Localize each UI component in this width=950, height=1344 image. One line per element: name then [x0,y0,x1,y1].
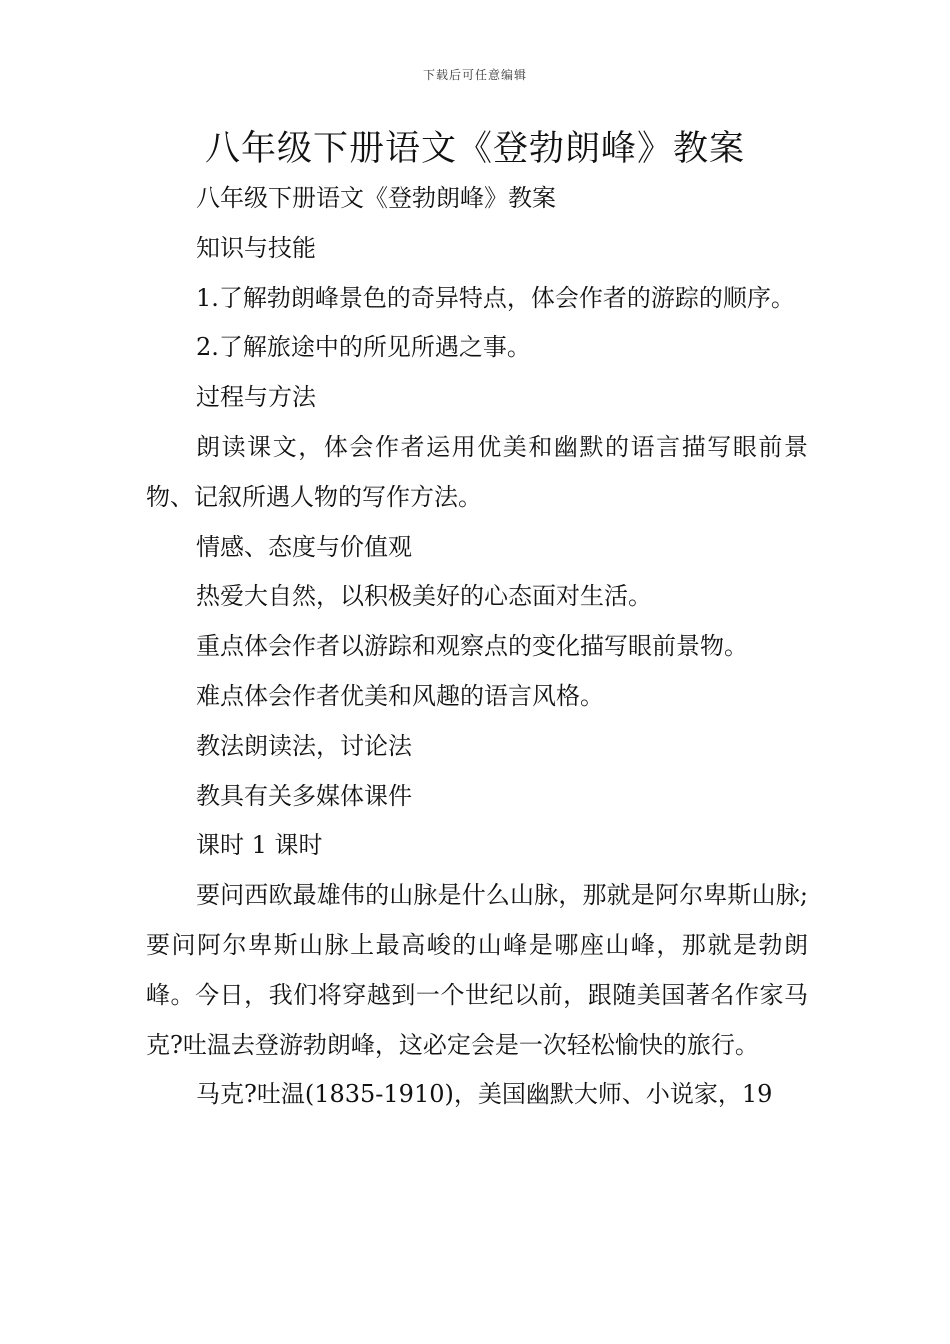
paragraph-emotion-text: 热爱大自然，以积极美好的心态面对生活。 [196,582,652,611]
paragraph-process-heading: 过程与方法 [196,383,316,412]
paragraph-class-hours: 课时 1 课时 [196,831,323,860]
paragraph-difficulty: 难点体会作者优美和风趣的语言风格。 [196,681,604,710]
paragraph-process-text: 朗读课文，体会作者运用优美和幽默的语言描写眼前景物、记叙所遇人物的写作方法。 [146,432,808,511]
paragraph-key-point: 重点体会作者以游踪和观察点的变化描写眼前景物。 [196,632,748,661]
paragraph-introduction: 要问西欧最雄伟的山脉是什么山脉，那就是阿尔卑斯山脉;要问阿尔卑斯山脉上最高峻的山峰是哪座山峰，那就是勃朗峰。今日，我们将穿越到一个世纪以前，跟随美国著名作家马克?吐温去登游勃朗峰，这必定会是一次轻松愉快的旅行。 [146,881,808,1059]
document-title: 八年级下册语文《登勃朗峰》教案 [204,129,745,169]
paragraph-tools: 教具有关多媒体课件 [196,781,412,810]
paragraph-objective-2: 2.了解旅途中的所见所遇之事。 [196,333,531,362]
paragraph-emotion-heading: 情感、态度与价值观 [196,532,412,561]
document-body [146,174,808,1120]
paragraph-knowledge-heading: 知识与技能 [196,233,316,262]
paragraph-method: 教法朗读法，讨论法 [196,731,412,760]
paragraph-author-intro: 马克?吐温(1835-1910)，美国幽默大师、小说家，19 [196,1080,773,1109]
header-note: 下载后可任意编辑 [422,68,527,82]
paragraph-subtitle: 八年级下册语文《登勃朗峰》教案 [196,184,556,212]
paragraph-objective-1: 1.了解勃朗峰景色的奇异特点，体会作者的游踪的顺序。 [196,283,795,312]
